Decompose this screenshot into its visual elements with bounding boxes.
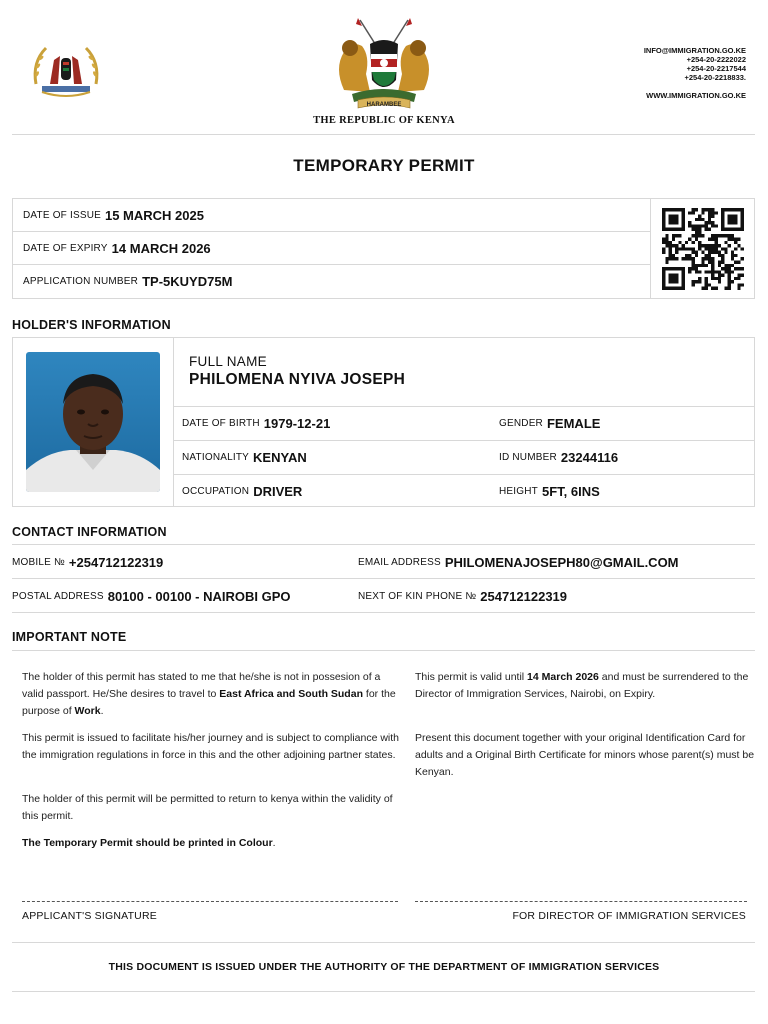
photo-cell bbox=[13, 338, 174, 506]
permit-dates-box bbox=[12, 198, 755, 299]
next-of-kin-label: NEXT OF KIN PHONE № bbox=[358, 590, 477, 602]
immigration-service-emblem-icon bbox=[28, 38, 104, 102]
occupation-value: DRIVER bbox=[253, 484, 303, 499]
nationality-label: NATIONALITY bbox=[182, 452, 250, 463]
info-row-occupation-height bbox=[174, 474, 754, 508]
contact-email[interactable]: INFO@IMMIGRATION.GO.KE bbox=[643, 46, 746, 55]
postal-label: POSTAL ADDRESS bbox=[12, 590, 104, 602]
mobile-label: MOBILE № bbox=[12, 556, 65, 568]
issue-date-label: DATE OF ISSUE bbox=[23, 209, 101, 221]
issue-date-value: 15 MARCH 2025 bbox=[104, 207, 204, 223]
email-label: EMAIL ADDRESS bbox=[358, 556, 441, 568]
holder-section-title: HOLDER'S INFORMATION bbox=[12, 318, 171, 332]
next-of-kin-value: 254712122319 bbox=[480, 588, 568, 604]
full-name-value: PHILOMENA NYIVA JOSEPH bbox=[189, 371, 406, 388]
header-divider bbox=[12, 134, 755, 135]
full-name-label: FULL NAME bbox=[189, 354, 267, 369]
republic-caption: THE REPUBLIC OF KENYA bbox=[313, 115, 455, 126]
gender-label: GENDER bbox=[499, 418, 543, 429]
note-travel-purpose: The holder of this permit has stated to me that he/she is not in possesion of a valid passport. He/She desires to travel to East Africa and South Sudan for the purpose of Work. bbox=[22, 671, 396, 717]
contact-phone-2: +254-20-2217544 bbox=[686, 64, 746, 73]
dob-label: DATE OF BIRTH bbox=[182, 418, 260, 429]
height-field bbox=[499, 475, 600, 508]
info-row-nationality-id bbox=[174, 440, 754, 474]
gender-value: FEMALE bbox=[546, 416, 601, 431]
notes-section-title: IMPORTANT NOTE bbox=[12, 630, 127, 644]
mobile-field bbox=[12, 545, 163, 579]
document-title: TEMPORARY PERMIT bbox=[293, 156, 475, 175]
id-number-field bbox=[499, 441, 618, 474]
occupation-label: OCCUPATION bbox=[182, 486, 250, 497]
dob-value: 1979-12-21 bbox=[263, 416, 331, 431]
coat-of-arms-motto: HARAMBEE bbox=[366, 102, 402, 108]
kenya-coat-of-arms-icon bbox=[330, 18, 438, 112]
next-of-kin-field bbox=[358, 579, 567, 613]
director-signature-line bbox=[415, 901, 747, 902]
holder-info-box bbox=[12, 337, 755, 507]
contact-phone-3: +254-20-2218833. bbox=[684, 73, 746, 82]
note-print-colour: The Temporary Permit should be printed in Colour. bbox=[22, 837, 276, 849]
gender-field bbox=[499, 407, 600, 440]
email-value: PHILOMENAJOSEPH80@GMAIL.COM bbox=[444, 554, 679, 570]
expiry-date-row bbox=[13, 232, 650, 265]
notes-divider bbox=[12, 650, 755, 651]
id-number-value: 23244116 bbox=[560, 450, 619, 465]
expiry-date-value: 14 MARCH 2026 bbox=[111, 240, 211, 256]
applicant-signature-line bbox=[22, 901, 398, 902]
qr-code-icon bbox=[662, 208, 744, 290]
application-number-value: TP-5KUYD75M bbox=[142, 274, 233, 289]
full-name-block bbox=[189, 354, 405, 389]
director-signature-label: FOR DIRECTOR OF IMMIGRATION SERVICES bbox=[512, 910, 746, 922]
contact-details bbox=[644, 46, 746, 100]
authority-footer: THIS DOCUMENT IS ISSUED UNDER THE AUTHORITY OF THE DEPARTMENT OF IMMIGRATION SERVICES bbox=[108, 961, 660, 973]
contact-row-mobile-email bbox=[0, 545, 768, 579]
issue-date-row bbox=[13, 199, 650, 232]
postal-value: 80100 - 00100 - NAIROBI GPO bbox=[107, 588, 291, 604]
footer-divider-top bbox=[12, 942, 755, 943]
contact-row-postal-kin bbox=[0, 579, 768, 613]
contact-divider-bottom bbox=[12, 612, 755, 613]
website-link[interactable]: WWW.IMMIGRATION.GO.KE bbox=[646, 91, 746, 100]
contact-section-title: CONTACT INFORMATION bbox=[12, 525, 167, 539]
id-number-label: ID NUMBER bbox=[499, 452, 557, 463]
nationality-field bbox=[182, 441, 307, 474]
holder-photo bbox=[26, 352, 160, 492]
footer-divider-bottom bbox=[12, 991, 755, 992]
height-value: 5FT, 6INS bbox=[541, 484, 600, 499]
application-number-label: APPLICATION NUMBER bbox=[23, 276, 139, 287]
expiry-date-label: DATE OF EXPIRY bbox=[23, 242, 108, 254]
email-field bbox=[358, 545, 679, 579]
mobile-value: +254712122319 bbox=[68, 554, 164, 570]
height-label: HEIGHT bbox=[499, 486, 538, 497]
note-identification: Present this document together with your original Identification Card for adults and a Original Birth Certificate for minors whose parent(s) must be Kenyan. bbox=[415, 732, 755, 778]
info-row-dob-gender bbox=[174, 406, 754, 440]
applicant-signature-label: APPLICANT'S SIGNATURE bbox=[22, 910, 157, 922]
note-compliance: This permit is issued to facilitate his/her journey and is subject to compliance with the immigration regulations in force in this and the other adjoining partner states. bbox=[22, 732, 400, 761]
note-return: The holder of this permit will be permitted to return to kenya within the validity of this permit. bbox=[22, 793, 393, 822]
occupation-field bbox=[182, 475, 302, 508]
postal-field bbox=[12, 579, 291, 613]
note-validity: This permit is valid until 14 March 2026 and must be surrendered to the Director of Immigration Services, Nairobi, on Expiry. bbox=[415, 671, 749, 700]
nationality-value: KENYAN bbox=[253, 450, 307, 465]
qr-code-cell bbox=[650, 199, 754, 298]
application-number-row bbox=[13, 265, 650, 298]
contact-phone-1: +254-20-2222022 bbox=[686, 55, 746, 64]
dob-field bbox=[182, 407, 330, 440]
